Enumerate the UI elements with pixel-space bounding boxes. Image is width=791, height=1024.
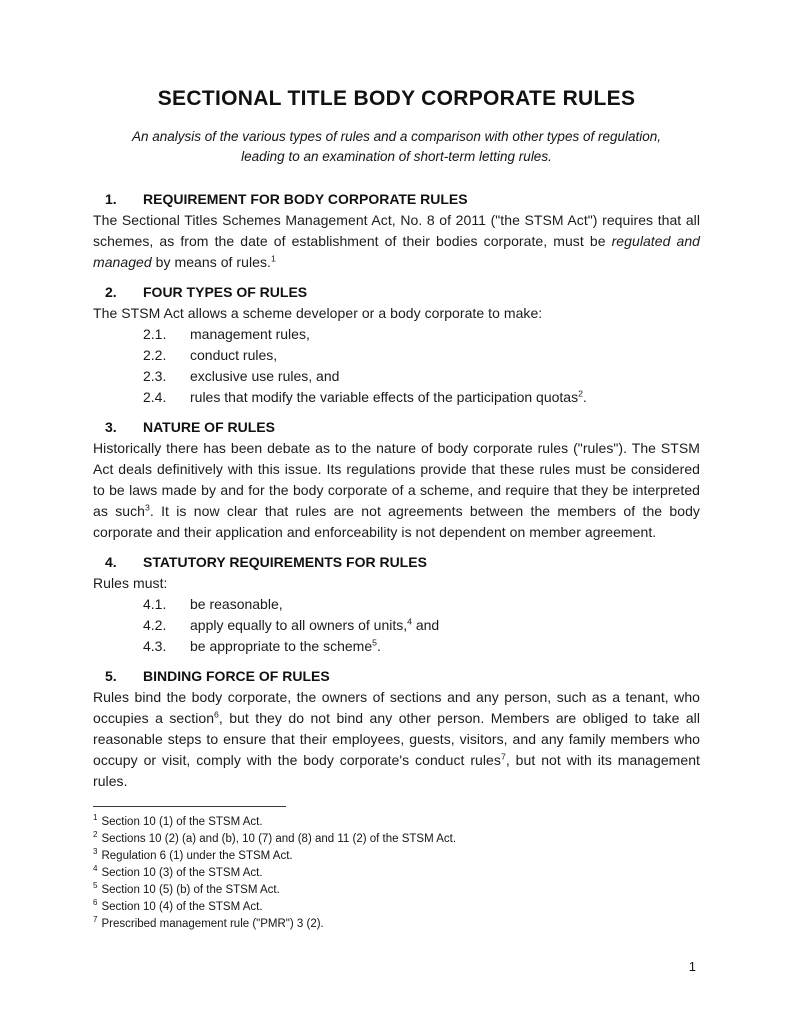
footnote bbox=[93, 899, 700, 916]
footnote-reference: 6 bbox=[214, 709, 219, 720]
footnote-text: Regulation 6 (1) under the STSM Act. bbox=[101, 850, 293, 862]
list-item bbox=[93, 387, 700, 408]
section-title: NATURE OF RULES bbox=[143, 419, 275, 435]
footnote-reference: 2 bbox=[578, 388, 583, 399]
footnote-marker: 5 bbox=[93, 881, 98, 891]
footnote-text: Section 10 (1) of the STSM Act. bbox=[101, 816, 263, 828]
list-item-text bbox=[190, 615, 700, 636]
text-run: apply equally to all owners of units, bbox=[190, 617, 408, 633]
page-subtitle-line: leading to an examination of short-term letting rules. bbox=[241, 149, 552, 164]
list-item bbox=[93, 594, 700, 615]
list-item-number: 4.1. bbox=[143, 596, 167, 612]
text-run: and bbox=[411, 617, 440, 633]
list-item-number: 4.3. bbox=[143, 638, 167, 654]
footnote-text: Prescribed management rule ("PMR") 3 (2). bbox=[101, 918, 324, 930]
footnote-marker: 7 bbox=[93, 915, 98, 925]
paragraph bbox=[93, 687, 700, 792]
list-item-text bbox=[190, 366, 700, 387]
footnote-marker: 1 bbox=[93, 813, 98, 823]
section-number: 3. bbox=[105, 419, 117, 435]
footnote-text: Section 10 (4) of the STSM Act. bbox=[101, 901, 263, 913]
footnote bbox=[93, 916, 700, 933]
list-item-number: 2.4. bbox=[143, 389, 167, 405]
section-heading bbox=[93, 282, 700, 303]
footnote-reference: 3 bbox=[144, 502, 150, 513]
section-number: 2. bbox=[105, 284, 117, 300]
text-run: . bbox=[376, 638, 381, 654]
list-item-text bbox=[190, 636, 700, 657]
footnote bbox=[93, 882, 700, 899]
footnote-reference: 4 bbox=[407, 616, 412, 627]
section-heading bbox=[93, 417, 700, 438]
list-item-number: 2.2. bbox=[143, 347, 167, 363]
footnote-reference: 1 bbox=[270, 253, 276, 264]
paragraph bbox=[93, 438, 700, 543]
footnote bbox=[93, 848, 700, 865]
document-section bbox=[93, 282, 700, 408]
list-item bbox=[93, 324, 700, 345]
page-subtitle bbox=[93, 127, 700, 167]
text-run: rules that modify the variable effects of the participation quotas bbox=[190, 389, 579, 405]
text-run: . bbox=[582, 389, 587, 405]
list-item-text bbox=[190, 387, 700, 408]
footnote-marker: 3 bbox=[93, 847, 98, 857]
document-section bbox=[93, 417, 700, 543]
page-subtitle-line: An analysis of the various types of rules and a comparison with other types of regulation, bbox=[131, 129, 662, 144]
footnotes-block bbox=[93, 806, 700, 933]
page-title: SECTIONAL TITLE BODY CORPORATE RULES bbox=[157, 87, 636, 110]
footnote bbox=[93, 831, 700, 848]
paragraph bbox=[93, 210, 700, 273]
list-item-text bbox=[190, 345, 700, 366]
footnote-text: Section 10 (3) of the STSM Act. bbox=[101, 867, 263, 879]
text-run: be appropriate to the scheme bbox=[190, 638, 373, 654]
text-run: , but not with its management rules. bbox=[93, 752, 700, 789]
footnote-text: Section 10 (5) (b) of the STSM Act. bbox=[101, 884, 280, 896]
text-run: The STSM Act allows a scheme developer or a body corporate to make: bbox=[93, 305, 543, 321]
section-number: 5. bbox=[105, 668, 117, 684]
text-run: regulated and managed bbox=[93, 233, 700, 270]
list-item-number: 4.2. bbox=[143, 617, 167, 633]
text-run: Rules must: bbox=[93, 575, 168, 591]
text-run: The Sectional Titles Schemes Management Act, No. 8 of 2011 ("the STSM Act") requires that all schemes, as from the date of establishment of their bodies corporate, must be bbox=[93, 212, 700, 249]
text-run: conduct rules, bbox=[190, 347, 278, 363]
text-run: exclusive use rules, and bbox=[190, 368, 340, 384]
list-item-number: 2.3. bbox=[143, 368, 167, 384]
section-title: REQUIREMENT FOR BODY CORPORATE RULES bbox=[143, 191, 468, 207]
paragraph bbox=[93, 303, 700, 324]
text-run: by means of rules. bbox=[151, 254, 271, 270]
footnote-reference: 7 bbox=[500, 751, 506, 762]
footnote-reference: 5 bbox=[372, 637, 377, 648]
text-run: Historically there has been debate as to the nature of body corporate rules ("rules"). The STSM Act deals definitively with this issue. Its regulations provide that these rules must be considered to be laws made by and for the body corporate of a scheme, and require that they be interpreted as such bbox=[93, 440, 700, 519]
paragraph bbox=[93, 573, 700, 594]
section-heading bbox=[93, 189, 700, 210]
footnotes-list bbox=[93, 814, 700, 933]
text-run: management rules, bbox=[190, 326, 310, 342]
document-section bbox=[93, 552, 700, 657]
section-title: FOUR TYPES OF RULES bbox=[143, 284, 308, 300]
sections-container bbox=[93, 189, 700, 792]
footnote bbox=[93, 814, 700, 831]
text-run: be reasonable, bbox=[190, 596, 283, 612]
list-item-text bbox=[190, 594, 700, 615]
section-title: BINDING FORCE OF RULES bbox=[143, 668, 330, 684]
section-title: STATUTORY REQUIREMENTS FOR RULES bbox=[143, 554, 427, 570]
text-run: , but they do not bind any other person. Members are obliged to take all reasonable steps to ensure that their employees, guests, visitors, and any family members who occupy or visit, comply with the body corporate's conduct rules bbox=[93, 710, 700, 768]
section-heading bbox=[93, 666, 700, 687]
list-item-text bbox=[190, 324, 700, 345]
section-number: 1. bbox=[105, 191, 117, 207]
text-run: Rules bind the body corporate, the owners of sections and any person, such as a tenant, who occupies a section bbox=[93, 689, 700, 726]
list-item bbox=[93, 345, 700, 366]
list-item-number: 2.1. bbox=[143, 326, 167, 342]
footnote-marker: 4 bbox=[93, 864, 98, 874]
footnote-marker: 2 bbox=[93, 830, 98, 840]
footnote-separator-rule bbox=[93, 806, 286, 807]
section-heading bbox=[93, 552, 700, 573]
list-item bbox=[93, 615, 700, 636]
document-section bbox=[93, 189, 700, 273]
document-section bbox=[93, 666, 700, 792]
list-item bbox=[93, 366, 700, 387]
section-number: 4. bbox=[105, 554, 117, 570]
footnote-marker: 6 bbox=[93, 898, 98, 908]
footnote-text: Sections 10 (2) (a) and (b), 10 (7) and (8) and 11 (2) of the STSM Act. bbox=[101, 833, 457, 845]
text-run: . It is now clear that rules are not agreements between the members of the body corporate and their application and enforceability is not dependent on member agreement. bbox=[93, 503, 700, 540]
footnote bbox=[93, 865, 700, 882]
list-item bbox=[93, 636, 700, 657]
page-number: 1 bbox=[688, 959, 696, 974]
